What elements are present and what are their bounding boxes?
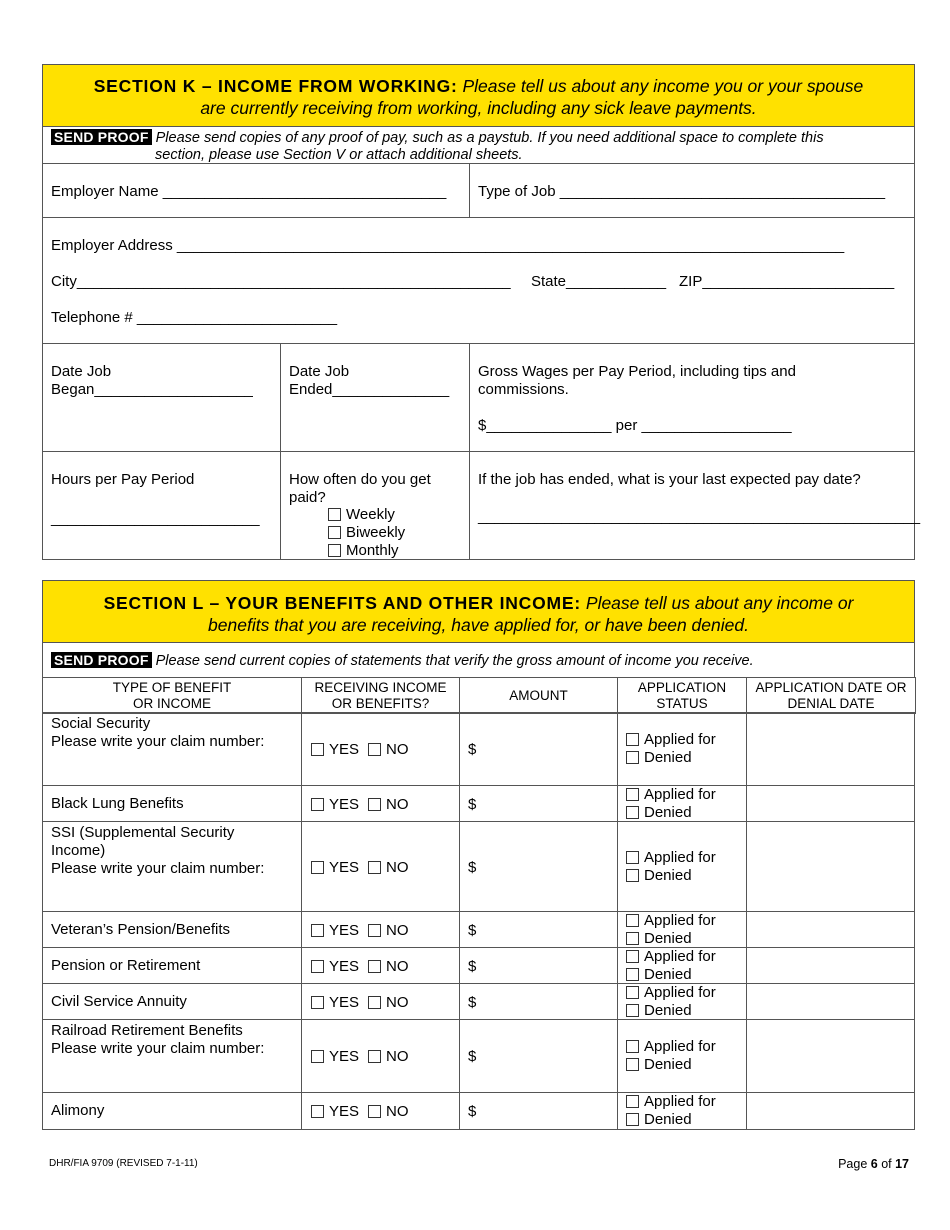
- no-option[interactable]: NO: [368, 958, 409, 975]
- no-option[interactable]: NO: [368, 922, 409, 939]
- application-status-cell: [617, 911, 747, 948]
- denied-option[interactable]: Denied: [626, 1111, 716, 1129]
- dollar-sign: $: [468, 796, 477, 813]
- denied-option[interactable]: Denied: [626, 1056, 716, 1074]
- yes-option[interactable]: YES: [311, 796, 359, 813]
- pay-frequency-label-1: How often do you get: [289, 471, 431, 488]
- no-checkbox[interactable]: [368, 960, 381, 973]
- amount-cell[interactable]: [459, 821, 618, 912]
- application-status-cell: [617, 712, 747, 786]
- section-l-subtitle-2: benefits that you are receiving, have applied for, or have been denied.: [208, 615, 749, 635]
- header-status: APPLICATION STATUS: [618, 678, 747, 714]
- yes-checkbox[interactable]: [311, 924, 324, 937]
- applied-option[interactable]: Applied for: [626, 786, 716, 804]
- application-status-cell: [617, 785, 747, 822]
- benefit-type-label: Social Security: [51, 715, 151, 732]
- no-option[interactable]: NO: [368, 796, 409, 813]
- table-header-row: [43, 678, 916, 714]
- date-began-cell: [42, 343, 281, 452]
- gross-wages-cell: [469, 343, 915, 452]
- receiving-cell: [301, 1019, 460, 1093]
- weekly-checkbox[interactable]: [328, 508, 341, 521]
- employer-name-field[interactable]: Employer Name __________________________________: [51, 183, 447, 200]
- benefit-type-label: Railroad Retirement Benefits: [51, 1022, 243, 1039]
- applied-option[interactable]: Applied for: [626, 912, 716, 930]
- amount-cell[interactable]: [459, 947, 618, 984]
- pay-frequency-cell: [280, 451, 470, 560]
- benefit-type-cell: [42, 1092, 302, 1130]
- denied-checkbox[interactable]: [626, 806, 639, 819]
- employer-address-block: [42, 217, 915, 344]
- last-pay-date-cell: [469, 451, 921, 560]
- yes-checkbox[interactable]: [311, 743, 324, 756]
- benefit-type-cell: [42, 911, 302, 948]
- dollar-sign: $: [468, 958, 477, 975]
- dollar-sign: $: [468, 994, 477, 1011]
- benefit-type-label: Please write your claim number:: [51, 860, 265, 877]
- amount-cell[interactable]: [459, 911, 618, 948]
- application-date-cell[interactable]: [746, 712, 915, 786]
- hours-cell: [42, 451, 281, 560]
- yes-option[interactable]: YES: [311, 741, 359, 758]
- yes-option[interactable]: YES: [311, 1103, 359, 1120]
- employer-address-field[interactable]: Employer Address ________________________________________________________________________________: [51, 237, 845, 254]
- denied-option[interactable]: Denied: [626, 966, 716, 984]
- section-l-proof-box: [42, 642, 915, 678]
- proof-text: Please send current copies of statements that verify the gross amount of income you receive.: [155, 653, 754, 669]
- hours-label: Hours per Pay Period: [51, 471, 195, 488]
- no-option[interactable]: NO: [368, 741, 409, 758]
- yes-checkbox[interactable]: [311, 1050, 324, 1063]
- amount-cell[interactable]: [459, 1092, 618, 1130]
- application-status-cell: [617, 1019, 747, 1093]
- application-status-cell: [617, 1092, 747, 1130]
- dollar-sign: $: [468, 1103, 477, 1120]
- benefit-type-label: SSI (Supplemental Security: [51, 824, 235, 841]
- monthly-option[interactable]: Monthly: [328, 542, 399, 560]
- denied-checkbox[interactable]: [626, 932, 639, 945]
- biweekly-option[interactable]: Biweekly: [328, 524, 405, 542]
- section-k-title: SECTION K – INCOME FROM WORKING:: [93, 76, 458, 96]
- telephone-field[interactable]: Telephone # ________________________: [51, 309, 338, 326]
- denied-checkbox[interactable]: [626, 968, 639, 981]
- benefit-type-cell: [42, 821, 302, 912]
- send-proof-badge: SEND PROOF: [51, 129, 152, 145]
- benefit-type-cell: [42, 947, 302, 984]
- date-ended-field[interactable]: Ended______________: [289, 381, 450, 398]
- no-checkbox[interactable]: [368, 1050, 381, 1063]
- yes-option[interactable]: YES: [311, 994, 359, 1011]
- yes-option[interactable]: YES: [311, 922, 359, 939]
- benefit-type-label: Civil Service Annuity: [51, 993, 187, 1010]
- send-proof-badge: SEND PROOF: [51, 652, 152, 668]
- page-indicator: Page 6 of 17: [838, 1157, 909, 1171]
- form-id: DHR/FIA 9709 (REVISED 7-1-11): [49, 1158, 198, 1169]
- date-ended-label: Date Job: [289, 363, 350, 380]
- benefit-type-label: Pension or Retirement: [51, 957, 201, 974]
- last-pay-date-field[interactable]: _____________________________________________________: [478, 508, 921, 525]
- benefit-type-label: Income): [51, 842, 106, 859]
- denied-option[interactable]: Denied: [626, 1002, 716, 1020]
- application-date-cell[interactable]: [746, 821, 915, 912]
- proof-text-1: Please send copies of any proof of pay, such as a paystub. If you need additional space to complete this: [155, 130, 824, 146]
- amount-cell[interactable]: [459, 785, 618, 822]
- yes-checkbox[interactable]: [311, 798, 324, 811]
- type-of-job-field[interactable]: Type of Job _______________________________________: [478, 183, 886, 200]
- benefit-type-cell: [42, 983, 302, 1020]
- no-checkbox[interactable]: [368, 924, 381, 937]
- applied-option[interactable]: Applied for: [626, 1038, 716, 1056]
- denied-option[interactable]: Denied: [626, 867, 716, 885]
- application-date-cell[interactable]: [746, 785, 915, 822]
- yes-option[interactable]: YES: [311, 958, 359, 975]
- dollar-sign: $: [468, 1048, 477, 1065]
- type-of-job-cell: [469, 163, 915, 218]
- header-type: TYPE OF BENEFIT OR INCOME: [43, 678, 302, 714]
- weekly-option[interactable]: Weekly: [328, 506, 395, 524]
- receiving-cell: [301, 911, 460, 948]
- no-option[interactable]: NO: [368, 1103, 409, 1120]
- last-pay-date-label: If the job has ended, what is your last expected pay date?: [478, 471, 861, 488]
- no-checkbox[interactable]: [368, 1105, 381, 1118]
- receiving-cell: [301, 712, 460, 786]
- employer-name-cell: [42, 163, 470, 218]
- receiving-cell: [301, 983, 460, 1020]
- application-date-cell[interactable]: [746, 911, 915, 948]
- amount-cell[interactable]: [459, 712, 618, 786]
- receiving-cell: [301, 1092, 460, 1130]
- dollar-sign: $: [468, 922, 477, 939]
- gross-wages-label-1: Gross Wages per Pay Period, including tips and: [478, 363, 796, 380]
- applied-checkbox[interactable]: [626, 733, 639, 746]
- applied-option[interactable]: Applied for: [626, 849, 716, 867]
- yes-checkbox[interactable]: [311, 960, 324, 973]
- date-ended-cell: [280, 343, 470, 452]
- benefit-type-label: Black Lung Benefits: [51, 795, 184, 812]
- no-checkbox[interactable]: [368, 996, 381, 1009]
- benefits-table: [42, 677, 916, 714]
- receiving-cell: [301, 821, 460, 912]
- applied-option[interactable]: Applied for: [626, 1093, 716, 1111]
- applied-checkbox[interactable]: [626, 914, 639, 927]
- gross-wages-field[interactable]: $_______________ per __________________: [478, 417, 792, 434]
- amount-cell[interactable]: [459, 1019, 618, 1093]
- section-k-header: [42, 64, 915, 127]
- state-field[interactable]: State____________: [531, 273, 667, 290]
- gross-wages-label-2: commissions.: [478, 381, 569, 398]
- date-began-label: Date Job: [51, 363, 112, 380]
- proof-text-2: section, please use Section V or attach additional sheets.: [155, 147, 523, 163]
- denied-checkbox[interactable]: [626, 1004, 639, 1017]
- applied-option[interactable]: Applied for: [626, 948, 716, 966]
- applied-checkbox[interactable]: [626, 1040, 639, 1053]
- no-option[interactable]: NO: [368, 1048, 409, 1065]
- benefit-type-cell: [42, 712, 302, 786]
- no-option[interactable]: NO: [368, 859, 409, 876]
- yes-option[interactable]: YES: [311, 1048, 359, 1065]
- denied-checkbox[interactable]: [626, 1113, 639, 1126]
- benefit-type-cell: [42, 785, 302, 822]
- biweekly-checkbox[interactable]: [328, 526, 341, 539]
- denied-option[interactable]: Denied: [626, 804, 716, 822]
- denied-option[interactable]: Denied: [626, 749, 716, 767]
- benefit-type-cell: [42, 1019, 302, 1093]
- denied-option[interactable]: Denied: [626, 930, 716, 948]
- amount-cell[interactable]: [459, 983, 618, 1020]
- pay-frequency-label-2: paid?: [289, 489, 326, 506]
- section-k-subtitle-2: are currently receiving from working, including any sick leave payments.: [200, 98, 757, 118]
- yes-checkbox[interactable]: [311, 861, 324, 874]
- no-option[interactable]: NO: [368, 994, 409, 1011]
- city-field[interactable]: City____________________________________________________: [51, 273, 511, 290]
- monthly-checkbox[interactable]: [328, 544, 341, 557]
- denied-checkbox[interactable]: [626, 869, 639, 882]
- date-began-field[interactable]: Began___________________: [51, 381, 253, 398]
- applied-checkbox[interactable]: [626, 1095, 639, 1108]
- benefit-type-label: Veteran’s Pension/Benefits: [51, 921, 231, 938]
- application-status-cell: [617, 947, 747, 984]
- application-date-cell[interactable]: [746, 983, 915, 1020]
- dollar-sign: $: [468, 859, 477, 876]
- denied-checkbox[interactable]: [626, 751, 639, 764]
- application-date-cell[interactable]: [746, 1019, 915, 1093]
- applied-option[interactable]: Applied for: [626, 731, 716, 749]
- yes-checkbox[interactable]: [311, 1105, 324, 1118]
- section-k-proof-box: [42, 126, 915, 164]
- section-k-subtitle-1: Please tell us about any income you or your spouse: [462, 76, 864, 96]
- section-l-subtitle-1: Please tell us about any income or: [585, 593, 854, 613]
- applied-checkbox[interactable]: [626, 788, 639, 801]
- header-receiving: RECEIVING INCOME OR BENEFITS?: [302, 678, 460, 714]
- application-date-cell[interactable]: [746, 1092, 915, 1130]
- applied-option[interactable]: Applied for: [626, 984, 716, 1002]
- yes-checkbox[interactable]: [311, 996, 324, 1009]
- applied-checkbox[interactable]: [626, 851, 639, 864]
- yes-option[interactable]: YES: [311, 859, 359, 876]
- benefit-type-label: Please write your claim number:: [51, 1040, 265, 1057]
- no-checkbox[interactable]: [368, 798, 381, 811]
- dollar-sign: $: [468, 741, 477, 758]
- zip-field[interactable]: ZIP_______________________: [679, 273, 895, 290]
- hours-field[interactable]: _________________________: [51, 510, 260, 527]
- application-date-cell[interactable]: [746, 947, 915, 984]
- section-l-header: [42, 580, 915, 643]
- header-date: APPLICATION DATE OR DENIAL DATE: [747, 678, 916, 714]
- header-amount: AMOUNT: [460, 678, 618, 714]
- benefit-type-label: Alimony: [51, 1102, 105, 1119]
- denied-checkbox[interactable]: [626, 1058, 639, 1071]
- application-status-cell: [617, 983, 747, 1020]
- no-checkbox[interactable]: [368, 861, 381, 874]
- application-status-cell: [617, 821, 747, 912]
- benefit-type-label: Please write your claim number:: [51, 733, 265, 750]
- applied-checkbox[interactable]: [626, 950, 639, 963]
- section-l-title: SECTION L – YOUR BENEFITS AND OTHER INCOME:: [103, 593, 582, 613]
- receiving-cell: [301, 785, 460, 822]
- no-checkbox[interactable]: [368, 743, 381, 756]
- receiving-cell: [301, 947, 460, 984]
- applied-checkbox[interactable]: [626, 986, 639, 999]
